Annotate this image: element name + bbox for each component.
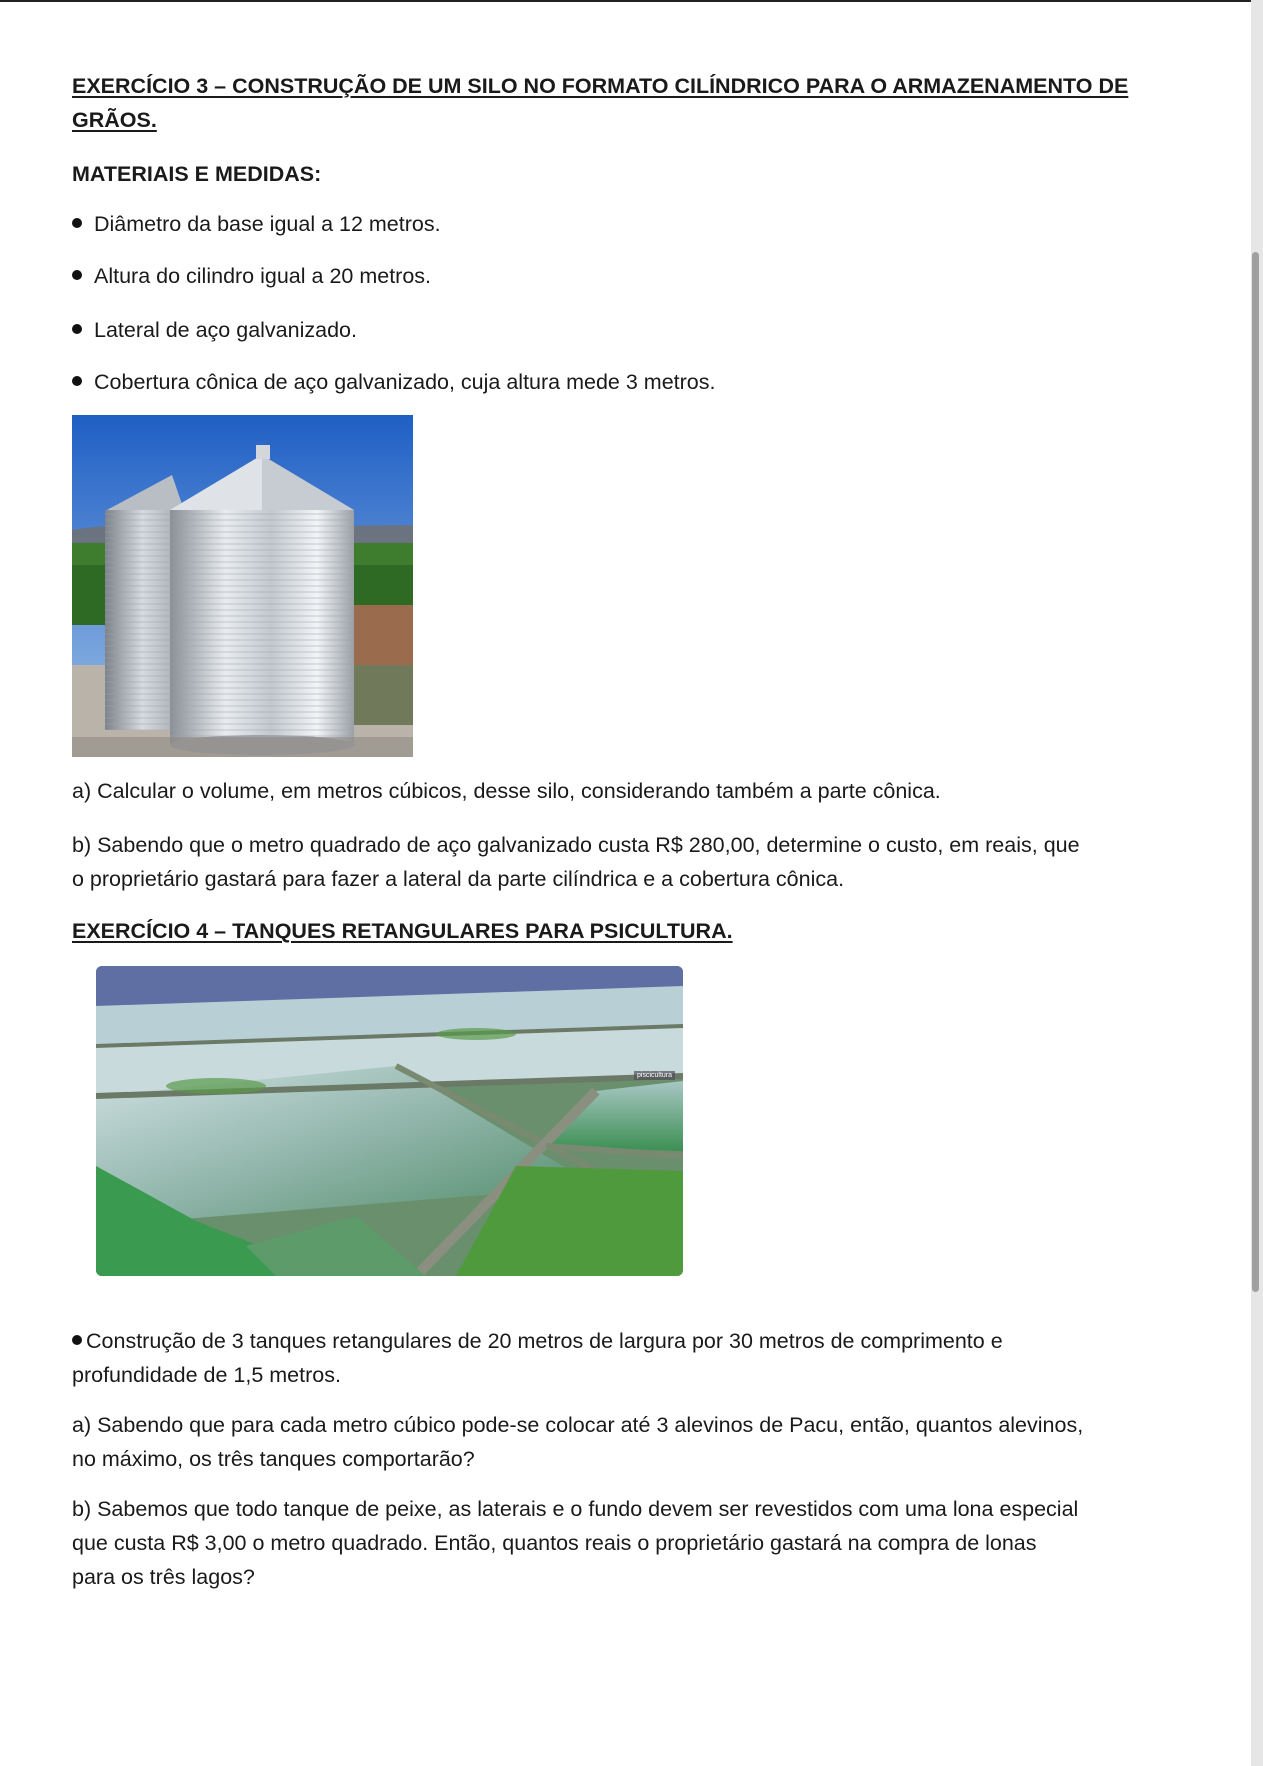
exercise-4-question-b-line3: para os três lagos? bbox=[72, 1565, 255, 1589]
exercise-3-question-b-line2: o proprietário gastará para fazer a lateral da parte cilíndrica e a cobertura cônica. bbox=[72, 867, 845, 891]
bullet-icon bbox=[72, 324, 82, 334]
exercise-4-question-b-line1: b) Sabemos que todo tanque de peixe, as laterais e o fundo devem ser revestidos com uma lona especial bbox=[72, 1497, 1079, 1521]
bullet-item: Altura do cilindro igual a 20 metros. bbox=[72, 259, 431, 293]
bullet-icon bbox=[72, 376, 82, 386]
exercise-3-question-a: a) Calcular o volume, em metros cúbicos, desse silo, considerando também a parte cônica. bbox=[72, 779, 941, 803]
image-tag: piscicultura bbox=[634, 1071, 675, 1080]
exercise-3-question-b-line1: b) Sabendo que o metro quadrado de aço galvanizado custa R$ 280,00, determine o custo, em reais, que bbox=[72, 833, 1080, 857]
materials-heading: MATERIAIS E MEDIDAS: bbox=[72, 162, 322, 186]
exercise-4-question-a-line1: a) Sabendo que para cada metro cúbico pode-se colocar até 3 alevinos de Pacu, então, quantos alevinos, bbox=[72, 1413, 1084, 1437]
exercise-4-bullet-line2: profundidade de 1,5 metros. bbox=[72, 1363, 341, 1387]
bullet-icon bbox=[72, 1335, 82, 1345]
exercise-4-title: EXERCÍCIO 4 – TANQUES RETANGULARES PARA PSICULTURA. bbox=[72, 919, 733, 943]
top-border bbox=[0, 0, 1263, 2]
bullet-item: Cobertura cônica de aço galvanizado, cuja altura mede 3 metros. bbox=[72, 365, 715, 399]
fish-tanks-photo bbox=[96, 966, 683, 1276]
silo-photo bbox=[72, 415, 413, 757]
exercise-4-question-b-line2: que custa R$ 3,00 o metro quadrado. Então, quantos reais o proprietário gastará na compra de lonas bbox=[72, 1531, 1037, 1555]
silo-illustration bbox=[72, 415, 413, 757]
exercise-4-question-a-line2: no máximo, os três tanques comportarão? bbox=[72, 1447, 475, 1471]
scrollbar-track[interactable] bbox=[1251, 0, 1263, 1766]
bullet-icon bbox=[72, 218, 82, 228]
fish-tanks-illustration bbox=[96, 966, 683, 1276]
exercise-3-title-line1: EXERCÍCIO 3 – CONSTRUÇÃO DE UM SILO NO FORMATO CILÍNDRICO PARA O ARMAZENAMENTO DE bbox=[72, 74, 1129, 98]
bullet-item: Lateral de aço galvanizado. bbox=[72, 313, 357, 347]
bullet-item: Construção de 3 tanques retangulares de 20 metros de largura por 30 metros de comprimento e bbox=[72, 1324, 1003, 1358]
exercise-3-title-line2: GRÃOS. bbox=[72, 108, 157, 132]
bullet-icon bbox=[72, 270, 82, 280]
scrollbar-thumb[interactable] bbox=[1252, 252, 1259, 1292]
bullet-item: Diâmetro da base igual a 12 metros. bbox=[72, 207, 441, 241]
